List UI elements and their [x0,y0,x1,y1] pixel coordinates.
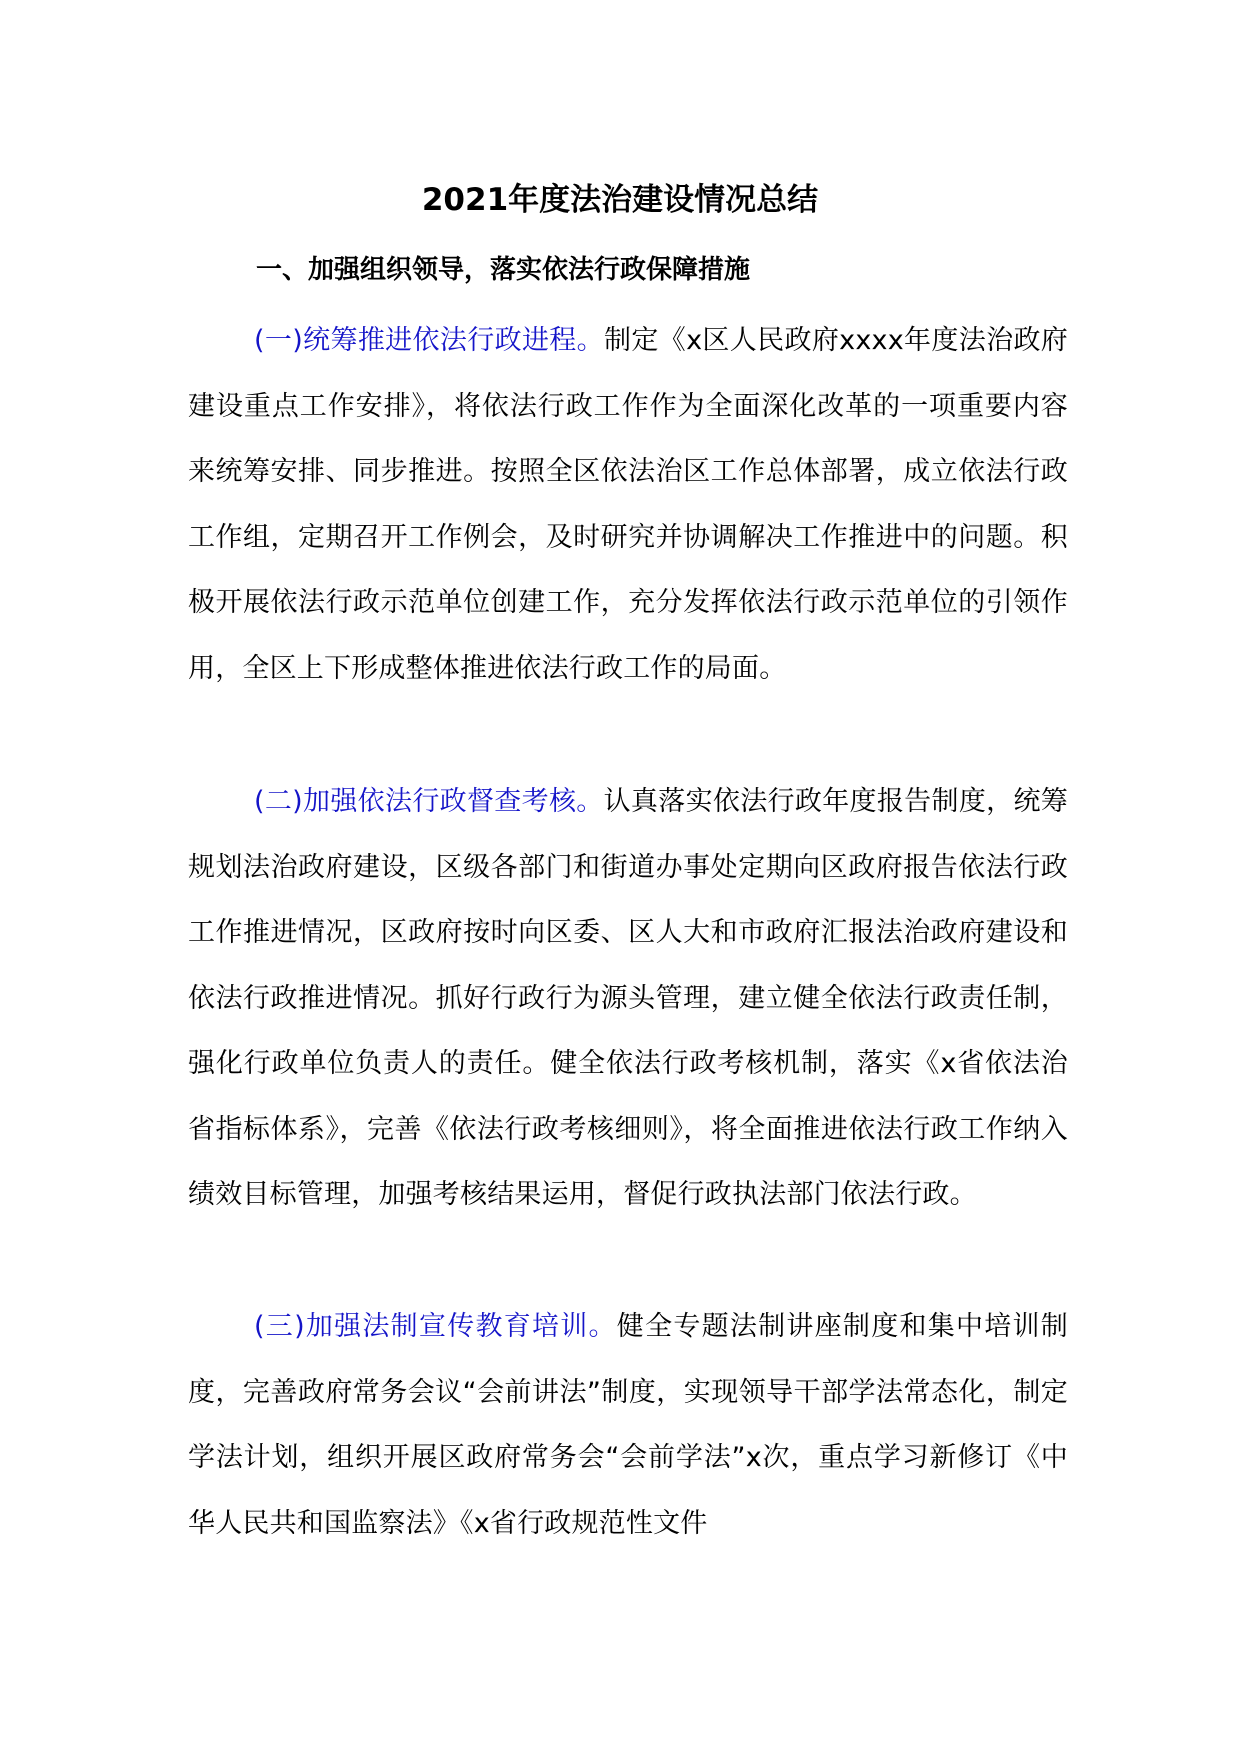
paragraph-1-subheading: (一)统筹推进依法行政进程。 [254,325,605,356]
paragraph-1-body: 制定《x区人民政府xxxx年度法治政府建设重点工作安排》，将依法行政工作作为全面深化改革的一项重要内容来统筹安排、同步推进。按照全区依法治区工作总体部署，成立依法行政工作组，定期召开工作例会，及时研究并协调解决工作推进中的问题。积极开展依法行政示范单位创建工作，充分发挥依法行政示范单位的引领作用，全区上下形成整体推进依法行政工作的局面。 [188,325,1068,684]
paragraph-2 [188,769,1068,1228]
paragraph-2-body: 认真落实依法行政年度报告制度，统筹规划法治政府建设，区级各部门和街道办事处定期向区政府报告依法行政工作推进情况，区政府按时向区委、区人大和市政府汇报法治政府建设和依法行政推进情况。抓好行政行为源头管理，建立健全依法行政责任制，强化行政单位负责人的责任。健全依法行政考核机制，落实《x省依法治省指标体系》，完善《依法行政考核细则》，将全面推进依法行政工作纳入绩效目标管理，加强考核结果运用，督促行政执法部门依法行政。 [188,786,1068,1210]
document-title: 2021年度法治建设情况总结 [421,182,819,218]
section-heading: 一、加强组织领导，落实依法行政保障措施 [256,255,751,285]
paragraph-1 [188,308,1068,701]
paragraph-3-body: 健全专题法制讲座制度和集中培训制度，完善政府常务会议“会前讲法”制度，实现领导干部学法常态化，制定学法计划，组织开展区政府常务会“会前学法”x次，重点学习新修订《中华人民共和国监察法》《x省行政规范性文件 [188,1311,1068,1539]
paragraph-2-subheading: (二)加强依法行政督查考核。 [254,786,604,817]
paragraph-3 [188,1294,1068,1556]
paragraph-3-subheading: (三)加强法制宣传教育培训。 [254,1311,617,1342]
